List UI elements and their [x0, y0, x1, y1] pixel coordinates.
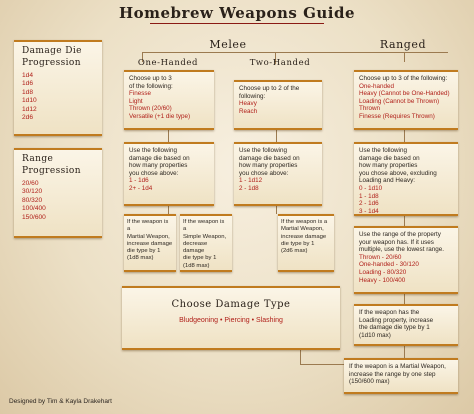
range-progression-box [14, 148, 102, 238]
box-text: (1d8 max) [183, 262, 210, 269]
list-item: Thrown - 20/60 [359, 253, 402, 261]
props-intro: Choose up to 3 [129, 75, 172, 82]
damage-die-heading: Damage Die [22, 46, 82, 56]
connector-line [276, 206, 277, 214]
damage-die-list [22, 72, 94, 122]
list-item: 20/60 [22, 180, 39, 187]
box-text: die type by 1 [183, 255, 217, 262]
range-heading: Range [22, 154, 54, 164]
two-handed-heading: Two-Handed [249, 58, 311, 68]
box-text: (1d8 max) [127, 255, 154, 262]
connector-line [300, 350, 301, 364]
list-item: Loading - 80/320 [359, 268, 407, 276]
box-text: how many properties [359, 162, 418, 170]
choose-damage-type-box [122, 286, 340, 350]
list-item: One-handed - 30/120 [359, 261, 419, 269]
connector-line [404, 216, 405, 226]
list-item: 1 - 1d6 [129, 177, 149, 185]
list-item: 0 - 1d10 [359, 184, 383, 192]
martial-two-handed-box [278, 214, 334, 272]
props-intro: of the following: [129, 82, 173, 90]
list-item: 1d10 [22, 97, 37, 105]
box-text: the damage die type by 1 [359, 324, 430, 332]
list-item: Finesse (Requires Thrown) [359, 112, 435, 120]
list-item: 150/600 [22, 213, 46, 221]
box-text: decrease damage [183, 240, 208, 255]
list-item: 100/400 [22, 205, 46, 213]
choose-damage-type-title: Choose Damage Type [171, 299, 291, 310]
box-text: increase damage [127, 240, 173, 247]
connector-line [276, 130, 277, 142]
damage-die-progression-box [14, 40, 102, 136]
list-item: Versatile (+1 die type) [129, 112, 191, 120]
list-item: 2d6 [22, 114, 34, 122]
list-item: 3 - 1d4 [359, 207, 379, 215]
list-item: 1d8 [22, 88, 34, 96]
box-text: If the weapon is a [127, 219, 169, 233]
title-underline [150, 23, 324, 24]
list-item: 1d4 [22, 72, 34, 79]
connector-line [404, 52, 405, 62]
credit-text: Designed by Tim & Kayla Drakehart [9, 398, 112, 405]
connector-line [404, 346, 405, 358]
connector-line [168, 130, 169, 142]
ranged-properties-box [354, 70, 458, 130]
ranged-range-box [354, 226, 458, 294]
list-item: Finesse [129, 90, 152, 98]
box-text: If the weapon is a [183, 219, 225, 233]
box-text: increase damage [281, 233, 327, 240]
list-item: Heavy (Cannot be One-Handed) [359, 90, 450, 98]
list-item: Reach [239, 107, 258, 115]
box-text: increase the range by one step [349, 370, 436, 378]
list-item: 80/320 [22, 196, 43, 204]
list-item: 2 - 1d8 [239, 184, 259, 192]
list-item: 30/120 [22, 188, 43, 196]
box-text: die type by 1 [127, 248, 161, 255]
two-handed-properties-box [234, 80, 322, 130]
props-intro: following: [239, 92, 266, 100]
connector-line [404, 130, 405, 142]
list-item: 1d12 [22, 105, 37, 113]
list-item: Loading (Cannot be Thrown) [359, 97, 440, 105]
box-text: you chose above: [239, 169, 289, 177]
ranged-loading-box [354, 304, 458, 346]
melee-heading: Melee [209, 38, 247, 51]
connector-line [300, 364, 344, 365]
ranged-damage-box [354, 142, 458, 216]
box-text: If the weapon has the [359, 309, 420, 316]
box-text: you chose above, excluding [359, 169, 437, 177]
box-text: Use the following [359, 147, 407, 154]
list-item: 2 - 1d6 [359, 200, 379, 208]
list-item: 1d6 [22, 80, 34, 88]
one-handed-properties-box [124, 70, 214, 130]
box-text: If the weapon is a Martial Weapon, [349, 363, 446, 370]
box-text: Simple Weapon, [183, 233, 227, 240]
list-item: 1 - 1d8 [359, 192, 379, 200]
box-text: Loading and Heavy: [359, 177, 416, 185]
props-intro: Choose up to 3 of the following: [359, 75, 448, 82]
box-text: (1d10 max) [359, 331, 391, 339]
one-handed-damage-box [124, 142, 214, 206]
simple-one-handed-box [180, 214, 232, 272]
connector-line [142, 52, 448, 53]
box-text: Martial Weapon, [281, 226, 324, 233]
list-item: Heavy - 100/400 [359, 276, 406, 284]
box-text: Use the following [129, 147, 177, 154]
box-text: (2d6 max) [281, 248, 308, 255]
connector-line [404, 294, 405, 304]
box-text: you chose above: [129, 169, 179, 177]
box-text: die type by 1 [281, 240, 315, 247]
box-text: damage die based on [359, 154, 420, 162]
list-item: 1 - 1d12 [239, 177, 263, 185]
damage-die-heading-2: Progression [22, 58, 81, 68]
martial-one-handed-box [124, 214, 176, 272]
connector-line [168, 206, 169, 214]
list-item: Thrown [359, 105, 380, 113]
box-text: damage die based on [129, 154, 190, 162]
ranged-heading: Ranged [379, 38, 427, 51]
damage-types: Bludgeoning • Piercing • Slashing [179, 316, 283, 324]
box-text: Martial Weapon, [127, 233, 170, 240]
range-list [22, 180, 94, 222]
box-text: If the weapon is a [281, 219, 328, 225]
box-text: (150/600 max) [349, 378, 390, 386]
box-text: how many properties [239, 162, 298, 170]
box-text: multiple, use the lowest range. [359, 246, 445, 254]
list-item: Thrown (20/60) [129, 105, 172, 113]
props-intro: Choose up to 2 of the [239, 85, 300, 92]
box-text: damage die based on [239, 154, 300, 162]
box-text: Use the following [239, 147, 287, 154]
list-item: 2+ - 1d4 [129, 184, 153, 192]
list-item: One-handed [359, 82, 395, 90]
box-text: Loading property, increase [359, 316, 434, 324]
list-item: Light [129, 97, 143, 105]
box-text: how many properties [129, 162, 188, 170]
page-title: Homebrew Weapons Guide [118, 4, 356, 22]
one-handed-heading: One-Handed [137, 58, 199, 68]
box-text: Use the range of the property [359, 231, 441, 238]
box-text: your weapon has. If it uses [359, 238, 434, 246]
range-heading-2: Progression [22, 166, 81, 176]
list-item: Heavy [239, 100, 257, 108]
ranged-martial-box [344, 358, 458, 394]
two-handed-damage-box [234, 142, 322, 206]
